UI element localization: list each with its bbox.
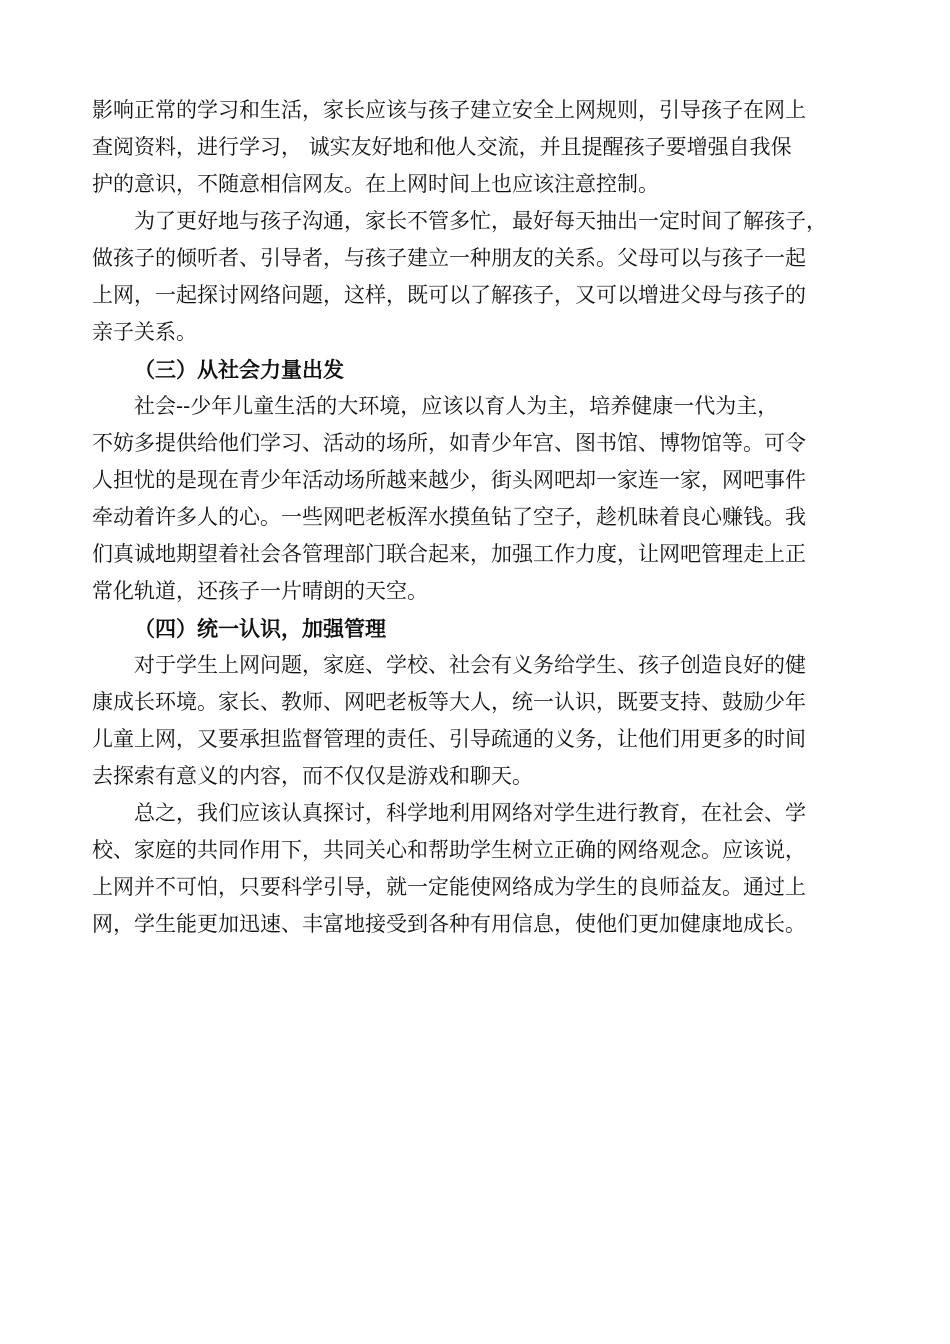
paragraph-2 bbox=[92, 203, 868, 351]
text-line: 总之，我们应该认真探讨，科学地利用网络对学生进行教育，在社会、学 bbox=[92, 801, 806, 825]
text-line: 网，学生能更加迅速、丰富地接受到各种有用信息，使他们更加健康地成长。 bbox=[92, 912, 806, 936]
text-line: 不妨多提供给他们学习、活动的场所，如青少年宫、图书馆、博物馆等。可令 bbox=[92, 431, 806, 455]
section-heading-4: （四）统一认识，加强管理 bbox=[134, 616, 386, 641]
text-line: 查阅资料，进行学习， 诚实友好地和他人交流，并且提醒孩子要增强自我保 bbox=[92, 135, 792, 159]
text-line: 亲子关系。 bbox=[92, 320, 197, 344]
text-line: 影响正常的学习和生活，家长应该与孩子建立安全上网规则，引导孩子在网上 bbox=[92, 98, 806, 122]
section-heading-3: （三）从社会力量出发 bbox=[134, 357, 344, 382]
text-line: 康成长环境。家长、教师、网吧老板等大人，统一认识，既要支持、鼓励少年 bbox=[92, 690, 806, 714]
text-line: 上网，一起探讨网络问题，这样，既可以了解孩子，又可以增进父母与孩子的 bbox=[92, 283, 806, 307]
text-line: 牵动着许多人的心。一些网吧老板浑水摸鱼钻了空子，趁机昧着良心赚钱。我 bbox=[92, 505, 806, 529]
paragraph-5 bbox=[92, 795, 868, 943]
text-line: 们真诚地期望着社会各管理部门联合起来，加强工作力度，让网吧管理走上正 bbox=[92, 542, 806, 566]
text-line: 对于学生上网问题，家庭、学校、社会有义务给学生、孩子创造良好的健 bbox=[92, 653, 806, 677]
text-line: 上网并不可怕，只要科学引导，就一定能使网络成为学生的良师益友。通过上 bbox=[92, 875, 806, 899]
text-line: 校、家庭的共同作用下，共同关心和帮助学生树立正确的网络观念。应该说， bbox=[92, 838, 806, 862]
paragraph-3 bbox=[92, 388, 868, 610]
paragraph-1 bbox=[92, 92, 868, 203]
text-line: 去探索有意义的内容，而不仅仅是游戏和聊天。 bbox=[92, 764, 533, 788]
text-line: 人担忧的是现在青少年活动场所越来越少，街头网吧却一家连一家，网吧事件 bbox=[92, 468, 806, 492]
text-line: 做孩子的倾听者、引导者，与孩子建立一种朋友的关系。父母可以与孩子一起 bbox=[92, 246, 806, 270]
text-line: 常化轨道，还孩子一片晴朗的天空。 bbox=[92, 579, 428, 603]
text-line: 儿童上网，又要承担监督管理的责任、引导疏通的义务，让他们用更多的时间 bbox=[92, 727, 806, 751]
text-line: 护的意识，不随意相信网友。在上网时间上也应该注意控制。 bbox=[92, 172, 659, 196]
document-body bbox=[92, 92, 868, 943]
paragraph-4 bbox=[92, 647, 868, 795]
text-line: 社会--少年儿童生活的大环境，应该以育人为主，培养健康一代为主， bbox=[92, 394, 779, 418]
text-line: 为了更好地与孩子沟通，家长不管多忙，最好每天抽出一定时间了解孩子， bbox=[92, 209, 827, 233]
